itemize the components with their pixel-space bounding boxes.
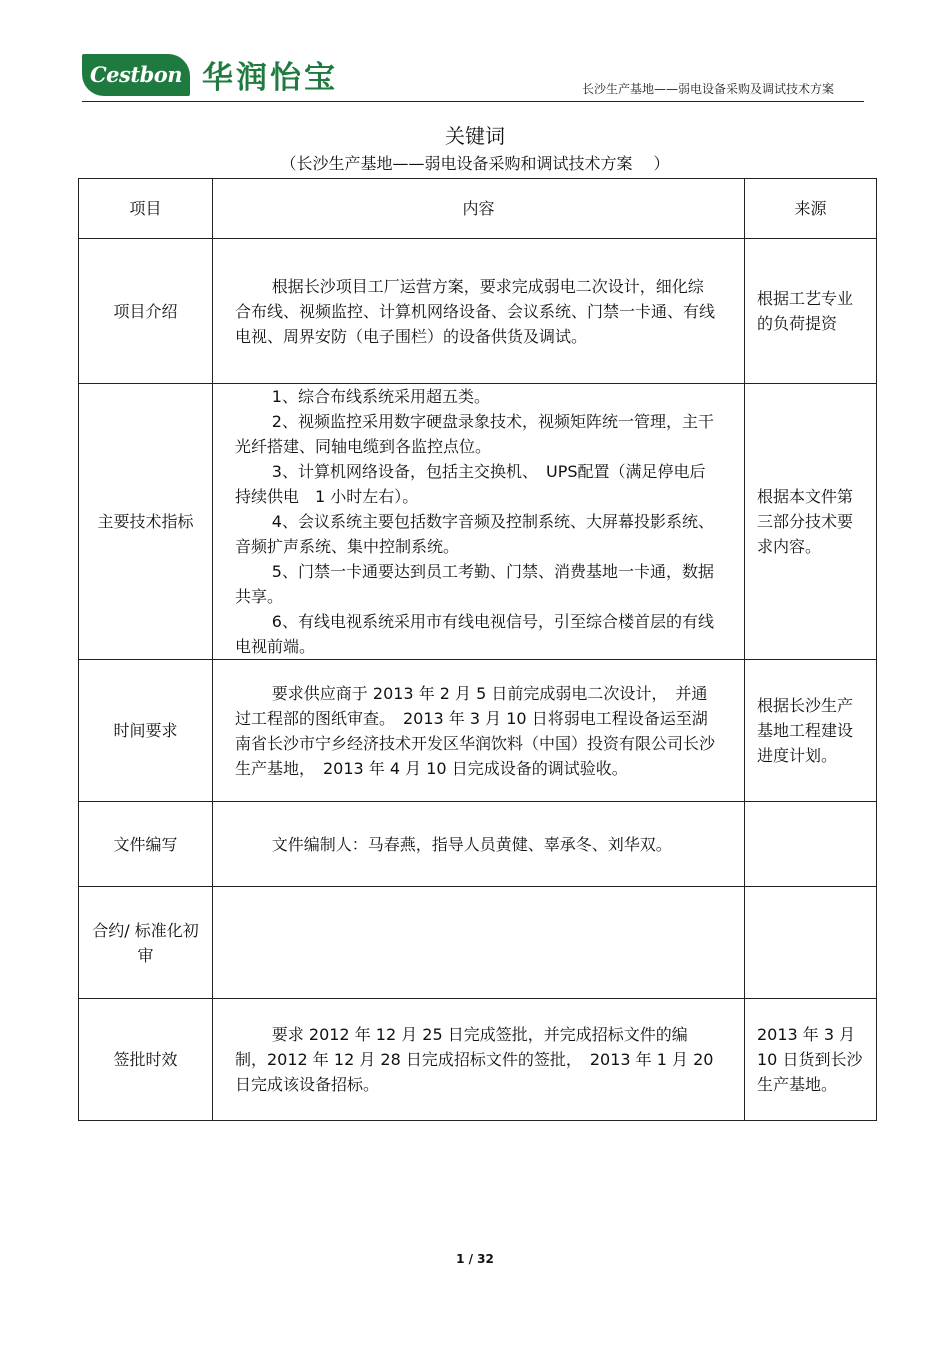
row-label: 签批时效 <box>79 999 213 1121</box>
tech-item: 4、会议系统主要包括数字音频及控制系统、大屏幕投影系统、音频扩声系统、集中控制系统。 <box>235 512 714 556</box>
keywords-table <box>78 178 877 1121</box>
row-label: 文件编写 <box>79 802 213 887</box>
header-cell-source: 来源 <box>745 179 877 239</box>
row-source <box>745 802 877 887</box>
row-content <box>213 999 745 1121</box>
row-content <box>213 384 745 660</box>
intro-text: 根据长沙项目工厂运营方案，要求完成弱电二次设计，细化综合布线、视频监控、计算机网络设备、会议系统、门禁一卡通、有线电视、周界安防（电子围栏）的设备供货及调试。 <box>235 276 716 346</box>
tech-item: 1、综合布线系统采用超五类。 <box>271 387 490 406</box>
table-row-intro <box>79 239 877 384</box>
table-header-row <box>79 179 877 239</box>
row-source: 2013 年 3 月 10 日货到长沙生产基地。 <box>745 999 877 1121</box>
row-label: 主要技术指标 <box>79 384 213 660</box>
time-text: 要求供应商于 2013 年 2 月 5 日前完成弱电二次设计， 并通过工程部的图纸审查。 2013 年 3 月 10 日将弱电工程设备运至湖南省长沙市宁乡经济技术开发区华润饮料（中国）投资有限公司长沙生产基地， 2013 年 4 月 10 日完成设备的调试验收。 <box>235 683 716 778</box>
header-cell-content: 内容 <box>213 179 745 239</box>
header-divider <box>82 101 864 102</box>
header-doc-reference: 长沙生产基地——弱电设备采购及调试技术方案 <box>581 82 834 96</box>
row-source: 根据长沙生产基地工程建设进度计划。 <box>745 660 877 802</box>
row-source <box>745 887 877 999</box>
row-label: 合约/ 标准化初审 <box>79 887 213 999</box>
row-label: 项目介绍 <box>79 239 213 384</box>
table-row-writing <box>79 802 877 887</box>
document-title: 关键词 <box>445 124 505 148</box>
row-source: 根据本文件第三部分技术要求内容。 <box>745 384 877 660</box>
table-row-tech <box>79 384 877 660</box>
table-row-approval <box>79 999 877 1121</box>
writing-text: 文件编制人：马春燕，指导人员黄健、辜承冬、刘华双。 <box>271 834 672 854</box>
table-row-contract <box>79 887 877 999</box>
document-subtitle: （长沙生产基地——弱电设备采购和调试技术方案 ） <box>280 154 670 173</box>
logo-badge <box>82 54 190 96</box>
tech-item: 6、有线电视系统采用市有线电视信号，引至综合楼首层的有线电视前端。 <box>235 612 714 656</box>
tech-item: 5、门禁一卡通要达到员工考勤、门禁、消费基地一卡通，数据共享。 <box>235 562 714 606</box>
header-cell-item: 项目 <box>79 179 213 239</box>
logo-latin: Cestbon <box>89 62 183 87</box>
logo <box>82 52 338 97</box>
page-number: 1 / 32 <box>456 1252 494 1266</box>
row-source: 根据工艺专业的负荷提资 <box>745 239 877 384</box>
logo-chinese: 华润怡宝 <box>202 60 338 96</box>
row-content <box>213 239 745 384</box>
approval-text: 要求 2012 年 12 月 25 日完成签批，并完成招标文件的编制，2012 年 12 月 28 日完成招标文件的签批， 2013 年 1 月 20 日完成该设备招标。 <box>235 1025 714 1094</box>
tech-item: 2、视频监控采用数字硬盘录象技术，视频矩阵统一管理，主干光纤搭建、同轴电缆到各监控点位。 <box>235 412 714 456</box>
row-content <box>213 660 745 802</box>
tech-item: 3、计算机网络设备，包括主交换机、 UPS配置（满足停电后持续供电 1 小时左右）。 <box>235 462 706 506</box>
row-label: 时间要求 <box>79 660 213 802</box>
table-row-time <box>79 660 877 802</box>
row-content <box>213 802 745 887</box>
row-content <box>213 887 745 999</box>
